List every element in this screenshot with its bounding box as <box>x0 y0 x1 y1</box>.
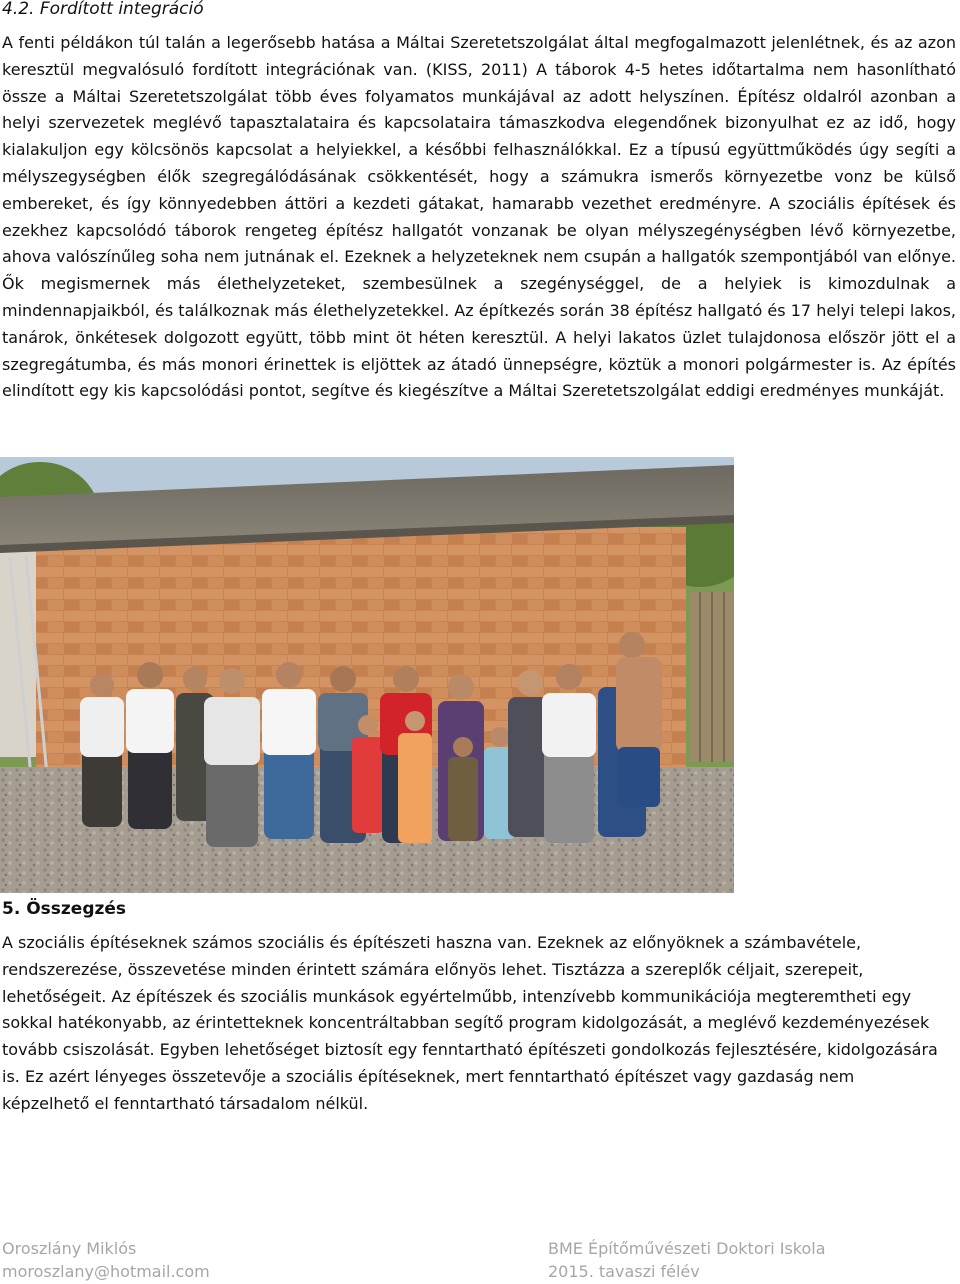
footer-author: Oroszlány Miklós <box>2 1239 137 1258</box>
footer-email: moroszlany@hotmail.com <box>2 1262 210 1281</box>
body-paragraph-summary: A szociális építéseknek számos szociális és építészeti haszna van. Ezeknek az előnyöknek a számbavétele, rendszerezése, összevetése minden érintett számára előnyös lehet. Tisztázza a szereplők céljait, szerepeit, lehetőségeit. Az építészek és szociális munkások egyértelműbb, intenzívebb kommunikációja megteremtheti egy sokkal hatékonyabb, az érintetteknek koncentráltabban segítő program kidolgozását, a meglévő kezdeményezések tovább csiszolását. Egyben lehetőséget biztosít egy fenntartható építészeti gondolkozás fejlesztésére, kidolgozására is. Ez azért lényeges összetevője a szociális építéseknek, mert fenntartható építészet vagy gazdaság nem képzelhető el fenntartható társadalom nélkül. <box>2 933 938 1113</box>
group-photo-illustration <box>0 457 734 893</box>
conclusion-heading: 5. Összegzés <box>2 899 127 919</box>
footer-term: 2015. tavaszi félév <box>548 1262 700 1281</box>
body-paragraph-integration: A fenti példákon túl talán a legerősebb hatása a Máltai Szeretetszolgálat által megfogalmazott jelenlétnek, és az azon keresztül megvalósuló fordított integrációnak van. (KISS, 2011) A táborok 4-5 hetes időtartalma nem hasonlítható össze a Máltai Szeretetszolgálat több éves folyamatos munkájával az adott helyszínen. Építész oldalról azonban a helyi szervezetek meglévő tapasztalataira és kapcsolataira támaszkodva elegendőnek bizonyulhat ez az idő, hogy kialakuljon egy kölcsönös kapcsolat a helyiekkel, a későbbi felhasználókkal. Ez a típusú együttműködés úgy segíti a mélyszegységben élők szegregálódásának csökkentését, hogy a számukra ismerős környezetbe vonz be külső embereket, és így könnyedebben áttöri a kezdeti gátakat, hamarabb vezethet eredményre. A szociális építések és ezekhez kapcsolódó táborok rengeteg építész hallgatót vonzanak be olyan mélyszegénységben lévő környezetbe, ahova valószínűleg soha nem jutnának el. Ezeknek a helyzeteknek nem csupán a hallgatók szempontjából van előnye. Ők megismernek más élethelyzeteket, szembesülnek a szegénységgel, de a helyiek is kimozdulnak a mindennapjaikból, és találkoznak más élethelyzetekkel. Az építkezés során 38 építész hallgató és 17 helyi telepi lakos, tanárok, önkétesek dolgozott együtt, több mint öt héten keresztül. A helyi lakatos üzlet tulajdonosa először jött el a szegregátumba, és más monori érinettek is eljöttek az átadó ünnepségre, köztük a monori polgármester is. Az építés elindított egy kis kapcsolódási pontot, segítve és kiegészítve a Máltai Szeretetszolgálat eddigi eredményes munkáját. <box>2 33 956 401</box>
section-heading: 4.2. Fordított integráció <box>2 0 204 19</box>
footer-school: BME Építőművészeti Doktori Iskola <box>548 1239 826 1258</box>
